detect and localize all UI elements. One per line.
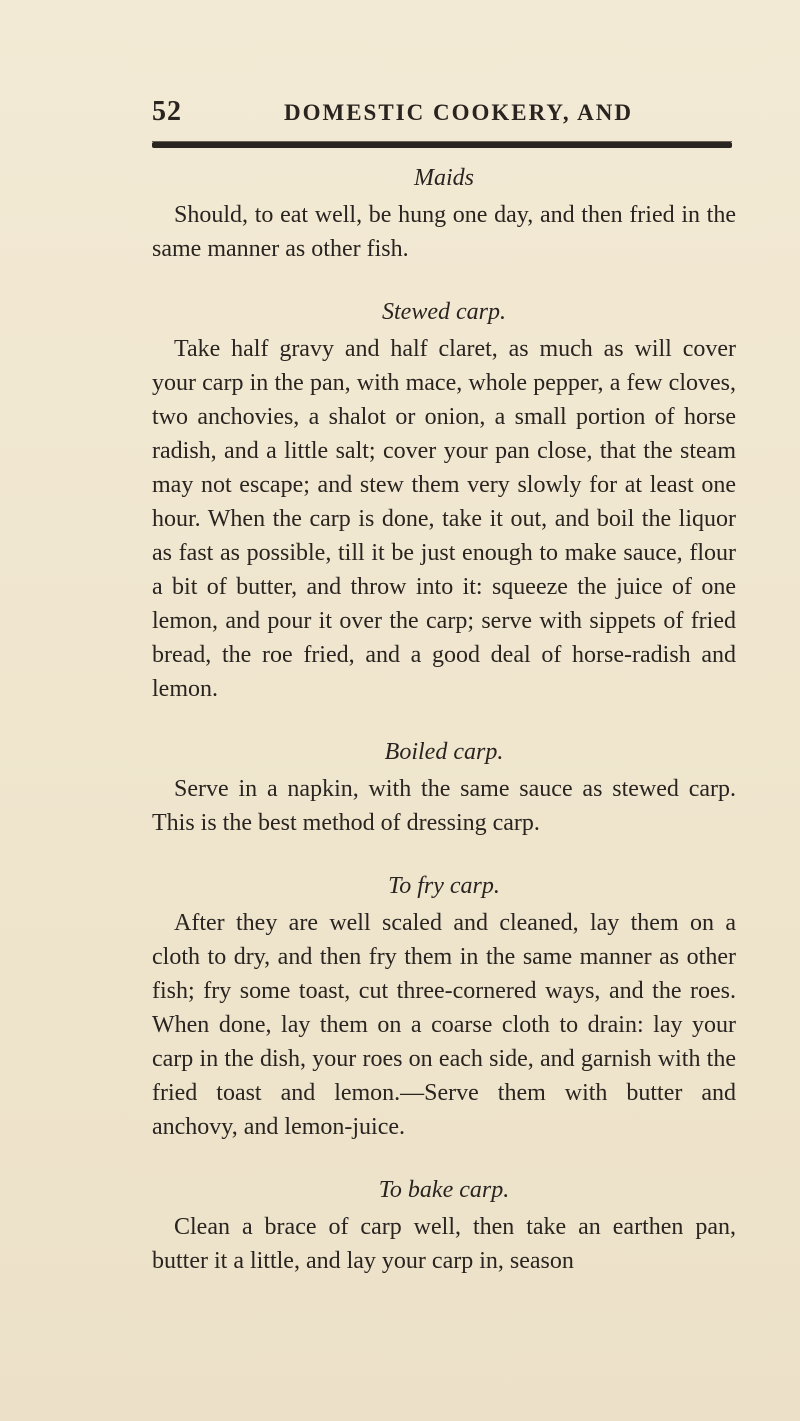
section-paragraph: Should, to eat well, be hung one day, and then fried in the same manner as other fish. <box>152 202 736 262</box>
page-body <box>152 160 736 1278</box>
section-fry-carp <box>152 868 736 1144</box>
section-bake-carp <box>152 1172 736 1278</box>
section-paragraph: After they are well scaled and cleaned, lay them on a cloth to dry, and then fry them in the same manner as other fish; fry some toast, cut three-cornered ways, and the roes. When done, lay them on a coarse cloth to drain: lay your carp in the dish, your roes on each side, and garnish with the fried toast and lemon.—Serve them with butter and anchovy, and lemon-juice. <box>152 910 736 1140</box>
section-heading: Boiled carp. <box>384 739 504 765</box>
section-maids <box>152 160 736 266</box>
page-header <box>152 96 732 136</box>
running-head: DOMESTIC COOKERY, AND <box>284 100 633 125</box>
section-paragraph: Serve in a napkin, with the same sauce as stewed carp. This is the best method of dressing carp. <box>152 776 736 836</box>
section-heading: Stewed carp. <box>382 299 506 325</box>
section-paragraph: Take half gravy and half claret, as much as will cover your carp in the pan, with mace, whole pepper, a few cloves, two anchovies, a shalot or onion, a small portion of horse radish, and a little salt; cover your pan close, that the steam may not escape; and stew them very slowly for at least one hour. When the carp is done, take it out, and boil the liquor as fast as possible, till it be just enough to make sauce, flour a bit of butter, and throw into it: squeeze the juice of one lemon, and pour it over the carp; serve with sippets of fried bread, the roe fried, and a good deal of horse-radish and lemon. <box>152 336 736 702</box>
section-heading: To fry carp. <box>388 873 500 899</box>
section-paragraph: Clean a brace of carp well, then take an earthen pan, butter it a little, and lay your carp in, season <box>152 1214 736 1274</box>
page-number: 52 <box>152 96 182 127</box>
section-heading: To bake carp. <box>378 1177 510 1203</box>
section-heading: Maids <box>414 165 474 191</box>
section-boiled-carp <box>152 734 736 840</box>
section-stewed-carp <box>152 294 736 706</box>
header-rule <box>152 142 732 148</box>
